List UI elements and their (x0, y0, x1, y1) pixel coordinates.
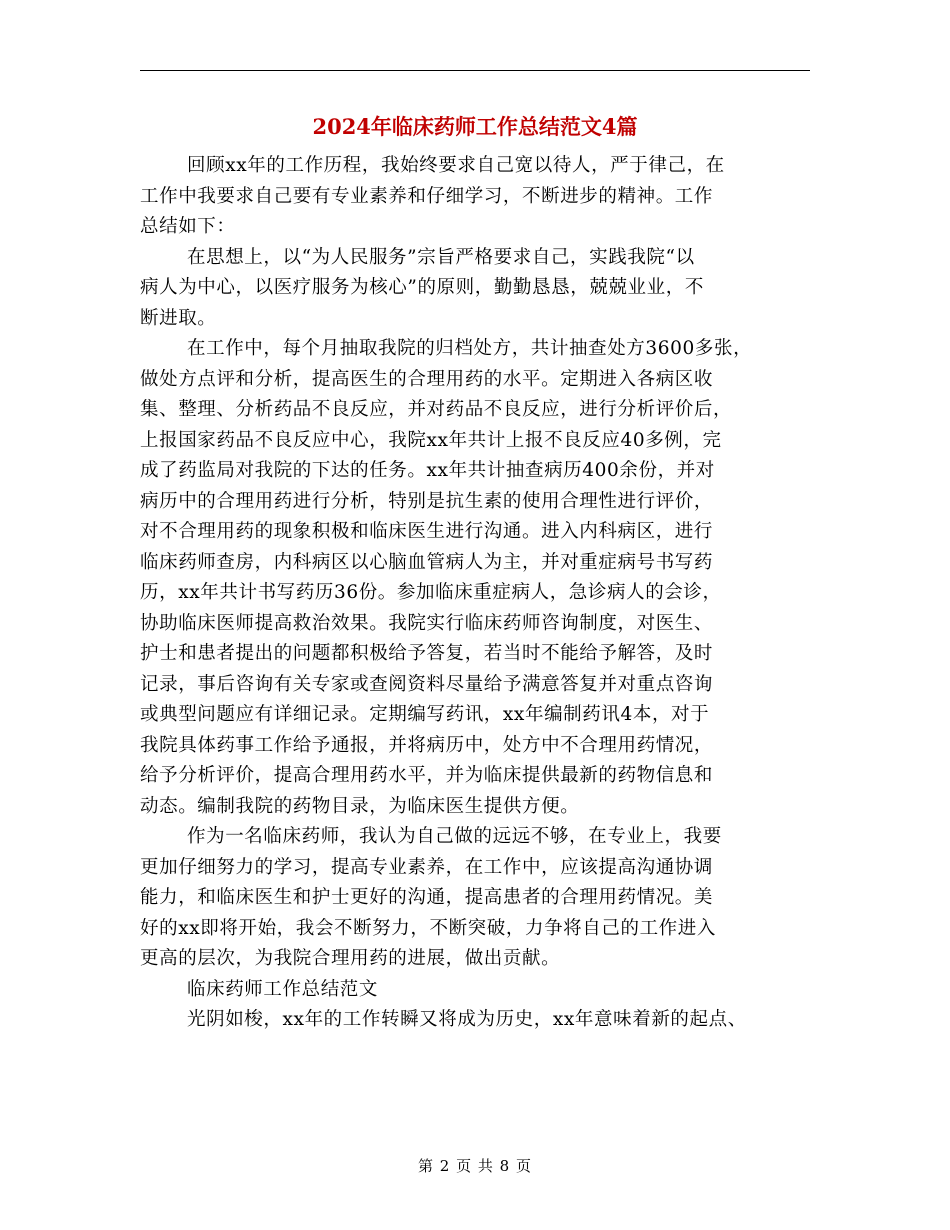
text-line: 对不合理用药的现象积极和临床医生进行沟通。进入内科病区，进行 (140, 521, 714, 542)
text-line: 或典型问题应有详细记录。定期编写药讯，xx年编制药讯4本，对于 (140, 704, 710, 725)
text-line: 我院具体药事工作给予通报，并将病历中，处方中不合理用药情况， (140, 734, 714, 756)
text-line: 作为一名临床药师，我认为自己做的远远不够，在专业上，我要 (187, 826, 722, 847)
text-line: 在思想上，以“为人民服务”宗旨严格要求自己，实践我院“以 (187, 246, 695, 268)
text-line: 记录，事后咨询有关专家或查阅资料尽量给予满意答复并对重点咨询 (140, 673, 714, 695)
text-line: 在工作中，每个月抽取我院的归档处方，共计抽查处方3600多张， (187, 338, 753, 359)
text-line: 动态。编制我院的药物目录，为临床医生提供方便。 (140, 795, 580, 817)
text-line: 病人为中心，以医疗服务为核心”的原则，勤勤恳恳，兢兢业业，不 (140, 277, 704, 298)
text-line: 集、整理、分析药品不良反应，并对药品不良反应，进行分析评价后， (140, 399, 733, 420)
text-line: 做处方点评和分析，提高医生的合理用药的水平。定期进入各病区收 (140, 368, 714, 390)
text-line: 更高的层次，为我院合理用药的进展，做出贡献。 (140, 948, 561, 969)
text-line: 病历中的合理用药进行分析，特别是抗生素的使用合理性进行评价， (140, 490, 714, 512)
text-line: 历，xx年共计书写药历36份。参加临床重症病人，急诊病人的会诊， (140, 582, 722, 603)
text-line: 回顾xx年的工作历程，我始终要求自己宽以待人，严于律己，在 (187, 155, 725, 176)
header-rule (140, 70, 810, 71)
text-line: 总结如下： (140, 216, 236, 237)
text-line: 更加仔细努力的学习，提高专业素养，在工作中，应该提高沟通协调 (140, 856, 714, 878)
text-line: 成了药监局对我院的下达的任务。xx年共计抽查病历400余份，并对 (140, 460, 715, 481)
text-line: 光阴如梭，xx年的工作转瞬又将成为历史，xx年意味着新的起点、 (187, 1009, 747, 1030)
text-line: 能力，和临床医生和护士更好的沟通，提高患者的合理用药情况。美 (140, 887, 714, 908)
document-title: 2024年临床药师工作总结范文4篇 (312, 114, 638, 139)
section-heading: 临床药师工作总结范文 (187, 978, 379, 1000)
text-line: 协助临床医师提高救治效果。我院实行临床药师咨询制度，对医生、 (140, 612, 714, 634)
text-line: 工作中我要求自己要有专业素养和仔细学习，不断进步的精神。工作 (140, 185, 714, 207)
text-line: 断进取。 (140, 307, 217, 329)
text-line: 给予分析评价，提高合理用药水平，并为临床提供最新的药物信息和 (140, 765, 714, 786)
text-line: 好的xx即将开始，我会不断努力，不断突破，力争将自己的工作进入 (140, 917, 716, 939)
document-body (140, 151, 812, 1036)
text-line: 临床药师查房，内科病区以心脑血管病人为主，并对重症病号书写药 (140, 551, 714, 573)
text-line: 护士和患者提出的问题都积极给予答复，若当时不能给予解答，及时 (140, 643, 714, 664)
text-line: 上报国家药品不良反应中心，我院xx年共计上报不良反应40多例，完 (140, 429, 722, 451)
page-number-footer: 第 2 页 共 8 页 (418, 1157, 532, 1175)
